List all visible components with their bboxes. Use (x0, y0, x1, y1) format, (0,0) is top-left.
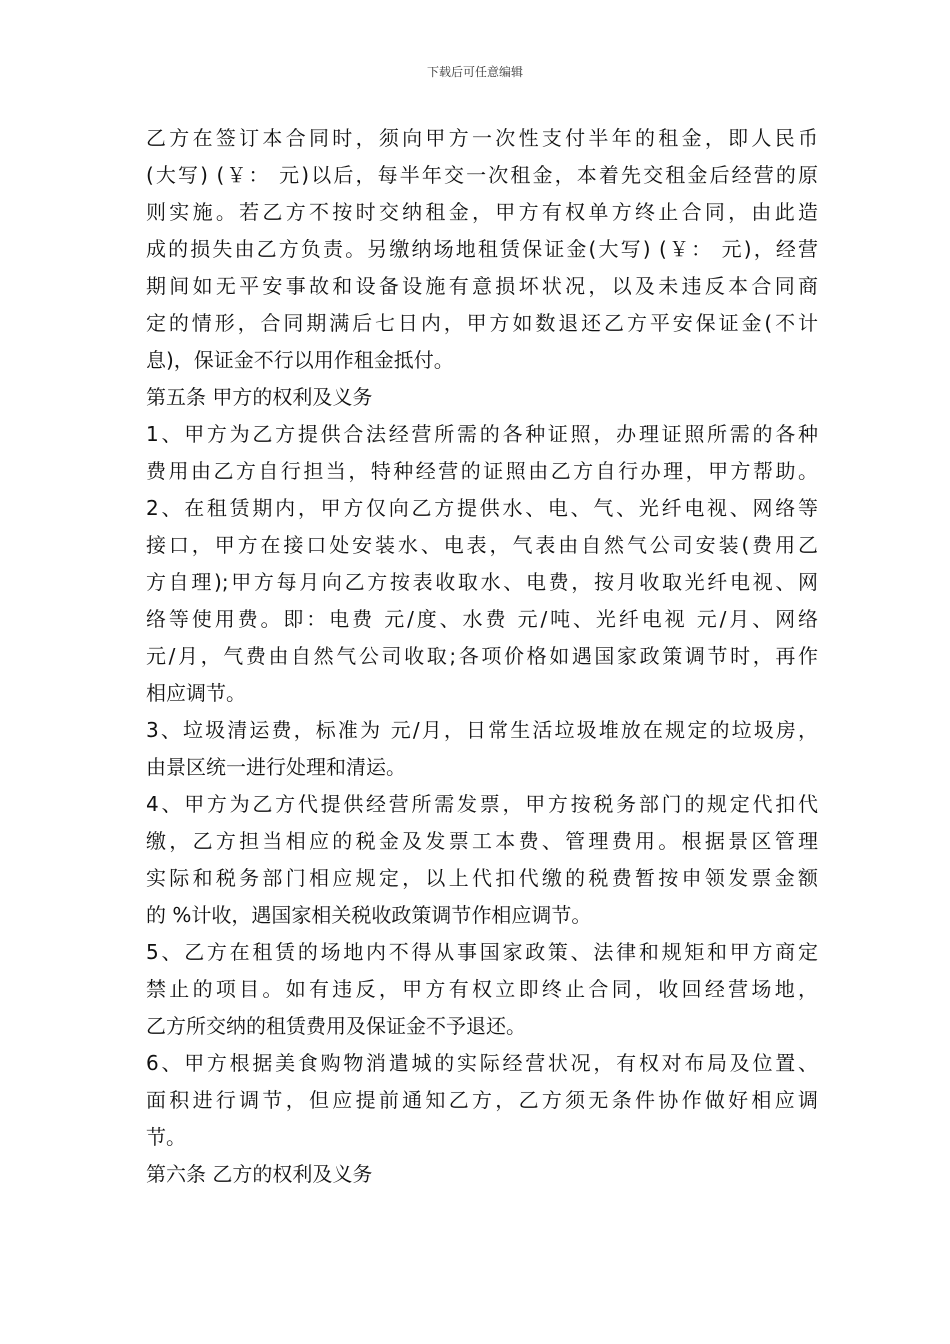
text-line: 的 %计收，遇国家相关税收政策调节作相应调节。 (146, 903, 592, 927)
text-line: 乙方所交纳的租赁费用及保证金不予退还。 (146, 1014, 526, 1038)
text-line: 3、垃圾清运费，标准为 元/月，日常生活垃圾堆放在规定的垃圾房， (146, 718, 818, 742)
section-heading-5: 第五条 甲方的权利及义务 (146, 385, 373, 409)
text-line: 禁止的项目。如有违反，甲方有权立即终止合同，收回经营场地， (146, 977, 818, 1001)
page-header-note: 下载后可任意编辑 (426, 65, 523, 79)
text-line: 相应调节。 (146, 681, 246, 705)
text-line: 络等使用费。即：电费 元/度、水费 元/吨、光纤电视 元/月、网络 (146, 607, 818, 631)
text-line: 接口，甲方在接口处安装水、电表，气表由自然气公司安装(费用乙 (146, 533, 818, 557)
text-line: 费用由乙方自行担当，特种经营的证照由乙方自行办理，甲方帮助。 (146, 459, 818, 483)
text-line: 方自理);甲方每月向乙方按表收取水、电费，按月收取光纤电视、网 (146, 570, 818, 594)
text-line: 面积进行调节，但应提前通知乙方，乙方须无条件协作做好相应调 (146, 1088, 818, 1112)
section-heading-6: 第六条 乙方的权利及义务 (146, 1162, 373, 1186)
text-line: 实际和税务部门相应规定，以上代扣代缴的税费暂按申领发票金额 (146, 866, 818, 890)
text-line: 4、甲方为乙方代提供经营所需发票，甲方按税务部门的规定代扣代 (146, 792, 818, 816)
text-line: 期间如无平安事故和设备设施有意损坏状况，以及未违反本合同商 (146, 274, 818, 298)
text-line: 定的情形，合同期满后七日内，甲方如数退还乙方平安保证金(不计 (146, 311, 818, 335)
text-line: 6、甲方根据美食购物消遣城的实际经营状况，有权对布局及位置、 (146, 1051, 818, 1075)
document-body (146, 120, 818, 1193)
text-line: 成的损失由乙方负责。另缴纳场地租赁保证金(大写) (￥： 元)，经营 (146, 237, 818, 261)
text-line: 则实施。若乙方不按时交纳租金，甲方有权单方终止合同，由此造 (146, 200, 818, 224)
text-line: 缴，乙方担当相应的税金及发票工本费、管理费用。根据景区管理 (146, 829, 818, 853)
text-line: 节。 (146, 1125, 186, 1149)
text-line: 息)，保证金不行以用作租金抵付。 (146, 348, 454, 372)
text-line: (大写) (￥： 元)以后，每半年交一次租金，本着先交租金后经营的原 (146, 163, 818, 187)
text-line: 1、甲方为乙方提供合法经营所需的各种证照，办理证照所需的各种 (146, 422, 818, 446)
text-line: 5、乙方在租赁的场地内不得从事国家政策、法律和规矩和甲方商定 (146, 940, 818, 964)
text-line: 元/月，气费由自然气公司收取;各项价格如遇国家政策调节时，再作 (146, 644, 818, 668)
text-line: 由景区统一进行处理和清运。 (146, 755, 406, 779)
text-line: 乙方在签订本合同时，须向甲方一次性支付半年的租金，即人民币 (146, 126, 818, 150)
text-line: 2、在租赁期内，甲方仅向乙方提供水、电、气、光纤电视、网络等 (146, 496, 818, 520)
